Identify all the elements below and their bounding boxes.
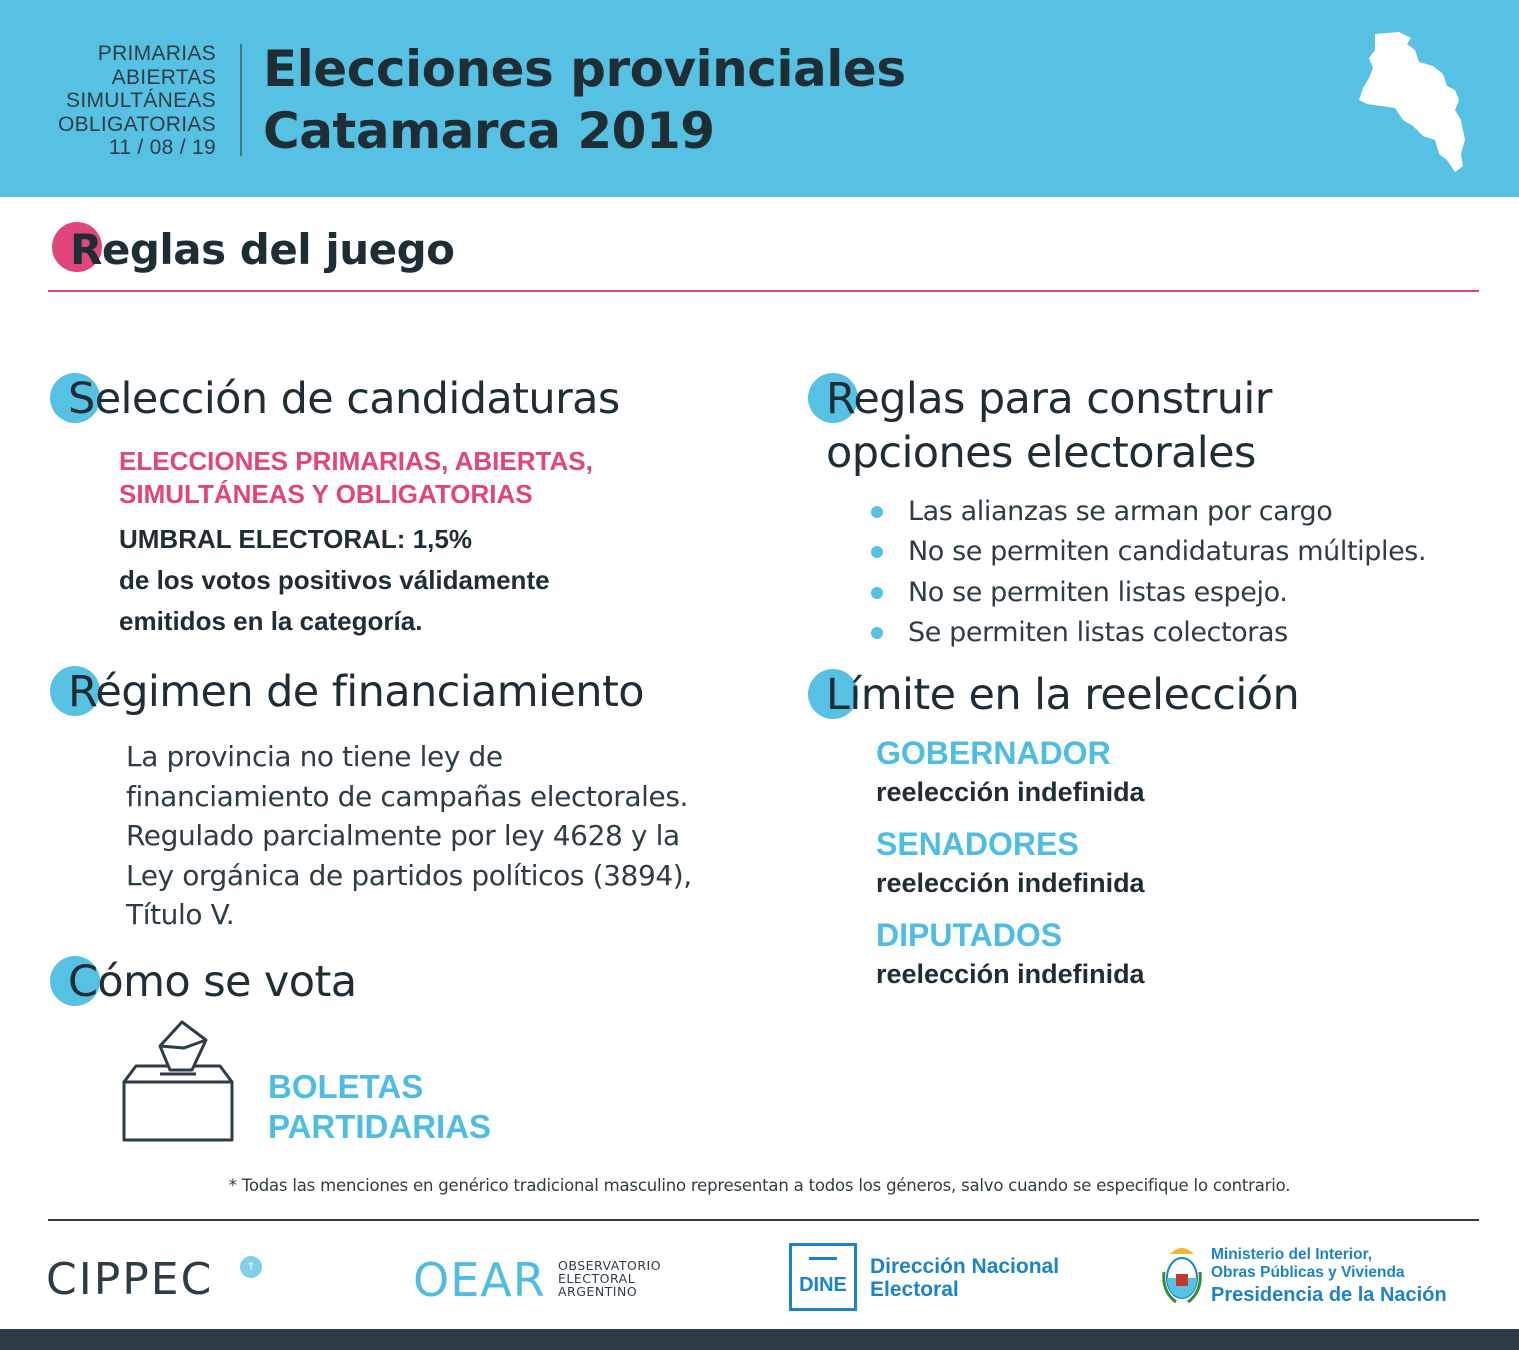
financiamiento-text [126,737,692,935]
umbral-line: UMBRAL ELECTORAL: 1,5% [119,524,472,554]
bottom-bar [0,1329,1519,1350]
presidencia-line: Presidencia de la Nación [1211,1284,1447,1306]
reeleccion-item [876,824,1145,902]
reeleccion-role: GOBERNADOR [876,735,1111,771]
paso-date: 11 / 08 / 19 [108,136,216,159]
dine-name-line: Electoral [870,1278,959,1301]
oear-subtitle-line: OBSERVATORIO [558,1258,662,1273]
heading-seleccion: Selección de candidaturas [68,374,620,424]
financiamiento-line: Título V. [126,898,235,931]
ballot-box-icon [120,1018,236,1144]
title-divider [48,290,1479,292]
umbral-line: emitidos en la categoría. [119,606,423,636]
section-title: Reglas del juego [70,225,455,274]
paso-line: ABIERTAS [111,65,216,89]
umbral-line: de los votos positivos válidamente [119,565,550,595]
list-item [868,532,1426,572]
footer-divider [48,1219,1479,1221]
heading-financiamiento: Régimen de financiamiento [68,667,644,717]
footnote: * Todas las menciones en genérico tradicional masculino representan a todos los géneros, salvo cuando se especifique lo contrario. [228,1176,1291,1195]
ministerio-line: Obras Públicas y Vivienda [1211,1264,1405,1281]
bullet-dot-icon [871,587,883,599]
cippec-logo: CIPPEC [46,1254,214,1305]
reeleccion-item [876,733,1145,811]
boletas-line: PARTIDARIAS [268,1108,492,1145]
heading-line: Reglas para construir [826,374,1272,424]
umbral-electoral [119,519,550,642]
reeleccion-value: reelección indefinida [876,959,1145,989]
reeleccion-value: reelección indefinida [876,777,1145,807]
boletas-label [268,1067,491,1147]
list-item [868,492,1426,532]
oear-logo: OEAR [413,1253,546,1307]
oear-subtitle-line: ELECTORAL [558,1271,636,1286]
list-item-text: Se permiten listas colectoras [908,616,1288,648]
financiamiento-line: Ley orgánica de partidos políticos (3894), [126,858,692,892]
reeleccion-role: SENADORES [876,826,1079,862]
cippec-mark-icon: ↑ [240,1256,262,1278]
financiamiento-line: Regulado parcialmente por ley 4628 y la [126,819,680,852]
paso-line: SIMULTÁNEAS [66,89,216,112]
financiamiento-line: La provincia no tiene ley de [126,740,503,773]
bullet-dot-icon [871,546,883,558]
catamarca-map-icon [1355,28,1467,174]
oear-subtitle-line: ARGENTINO [558,1284,638,1299]
list-item-text: No se permiten listas espejo. [908,576,1288,608]
header-divider [240,44,242,156]
list-item [868,613,1426,653]
heading-como-vota: Cómo se vota [68,957,357,1007]
paso-line: OBLIGATORIAS [57,112,216,136]
dine-name [870,1255,1059,1301]
list-item-text: Las alianzas se arman por cargo [908,496,1333,527]
coat-of-arms-icon [1162,1244,1202,1306]
heading-reeleccion: Límite en la reelección [826,670,1300,720]
reeleccion-item [876,915,1145,993]
reglas-list [868,492,1426,653]
dine-name-line: Dirección Nacional [870,1255,1060,1278]
dine-logo [789,1243,857,1311]
dine-abbr: DINE [799,1274,847,1296]
page-title [263,38,906,162]
paso-description [119,445,593,511]
paso-line: PRIMARIAS [97,42,216,65]
dine-bar-icon [809,1257,837,1260]
paso-label [58,42,216,160]
paso-description-line: SIMULTÁNEAS Y OBLIGATORIAS [119,479,533,509]
list-item [868,573,1426,613]
ministerio-name [1211,1246,1447,1308]
header-banner [0,0,1519,197]
heading-line: opciones electorales [826,428,1256,478]
bullet-dot-icon [871,627,883,639]
ministerio-line: Ministerio del Interior, [1211,1246,1373,1263]
financiamiento-line: financiamiento de campañas electorales. [126,779,689,813]
list-item-text: No se permiten candidaturas múltiples. [908,536,1427,568]
paso-description-line: ELECCIONES PRIMARIAS, ABIERTAS, [119,446,593,476]
bullet-dot-icon [871,506,883,518]
boletas-line: BOLETAS [268,1068,424,1105]
reeleccion-value: reelección indefinida [876,868,1145,898]
page-title-line: Elecciones provinciales [263,40,906,98]
heading-reglas-construir [826,372,1272,480]
reeleccion-role: DIPUTADOS [876,917,1063,953]
oear-subtitle [558,1259,661,1298]
page-title-line: Catamarca 2019 [263,102,715,160]
